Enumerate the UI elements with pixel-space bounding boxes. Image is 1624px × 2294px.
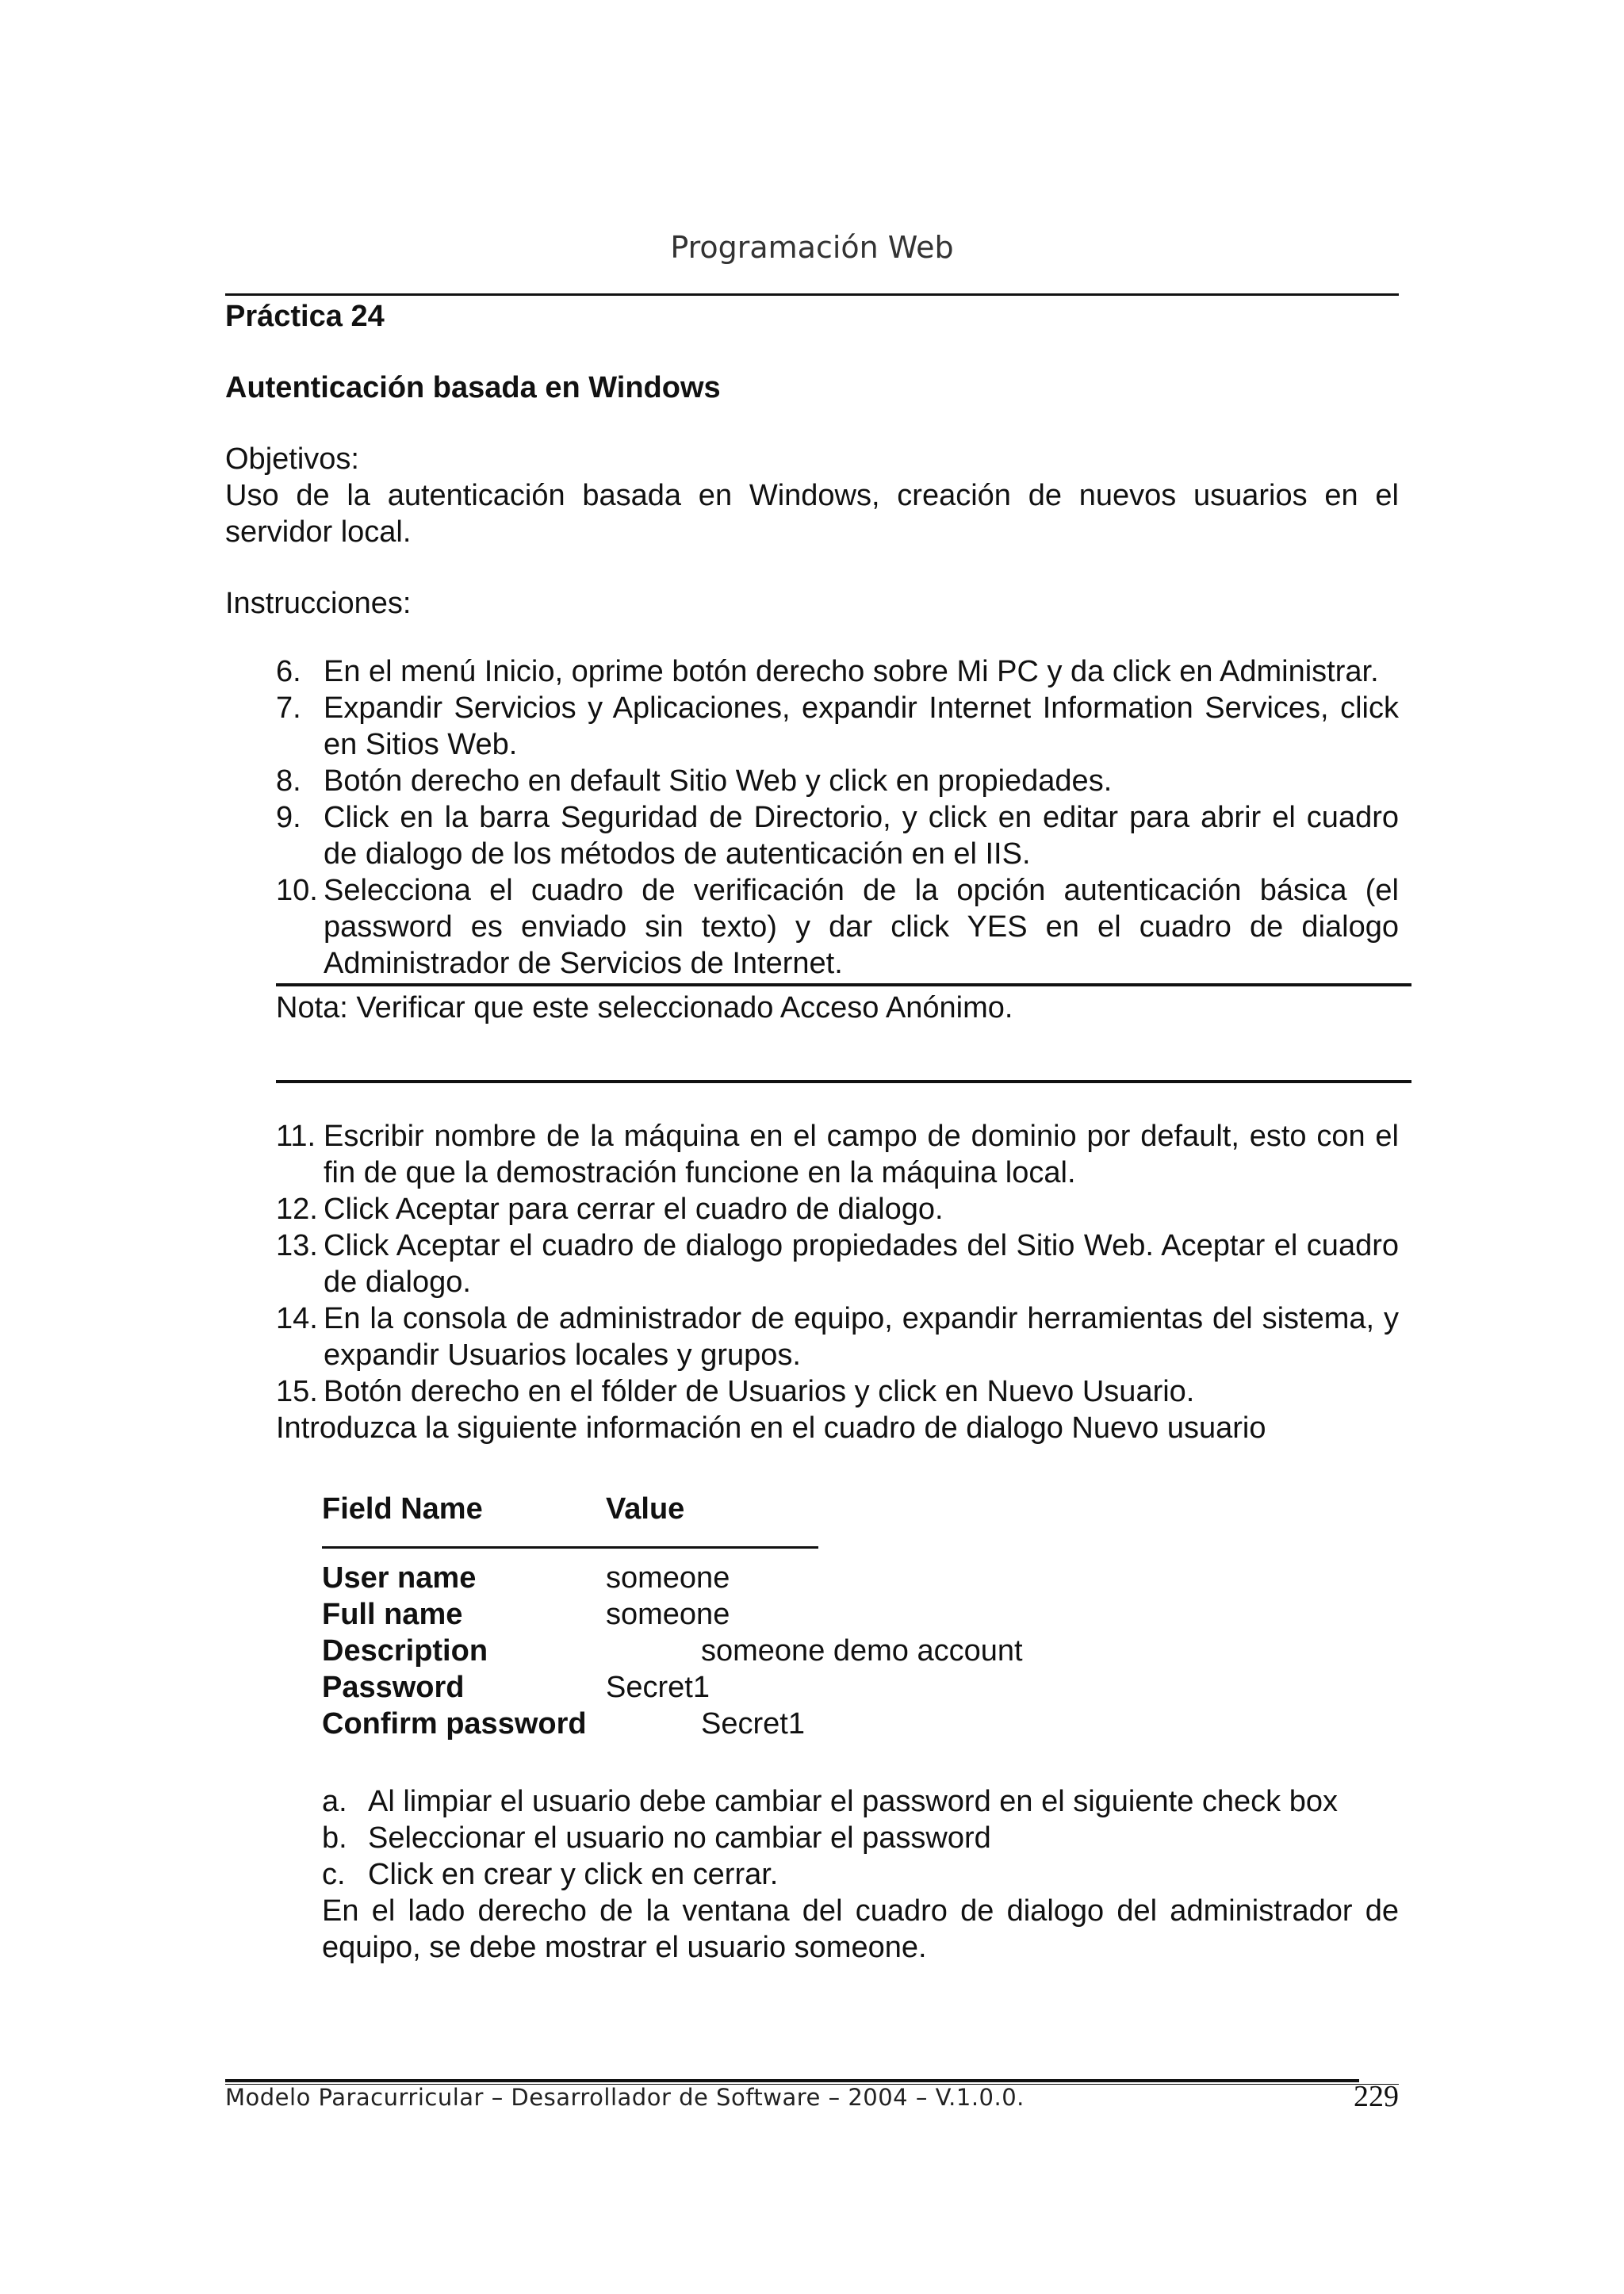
field-name: User name	[322, 1561, 477, 1595]
table-row	[322, 1596, 1399, 1633]
step-number: 9.	[276, 801, 301, 834]
instructions-label: Instrucciones:	[225, 587, 412, 620]
col-field-name: Field Name	[322, 1492, 483, 1526]
field-name: Confirm password	[322, 1707, 587, 1741]
sub-step-letter: b.	[322, 1821, 347, 1855]
table-intro: Introduzca la siguiente información en el cuadro de dialogo Nuevo usuario	[276, 1411, 1266, 1445]
instruction-steps	[276, 653, 1399, 982]
step-number: 14.	[276, 1302, 318, 1335]
step-text: Click en la barra Seguridad de Directorio, y click en editar para abrir el cuadro de dialogo de los métodos de autenticación en el IIS.	[324, 801, 1399, 871]
step-text: En la consola de administrador de equipo, expandir herramientas del sistema, y expandir Usuarios locales y grupos.	[324, 1302, 1399, 1372]
field-table-rule	[322, 1546, 818, 1549]
step-text: Botón derecho en default Sitio Web y click en propiedades.	[324, 764, 1113, 798]
sub-step-text: Seleccionar el usuario no cambiar el password	[368, 1821, 991, 1855]
field-value: someone	[606, 1598, 730, 1631]
closing-paragraph: En el lado derecho de la ventana del cuadro de dialogo del administrador de equipo, se debe mostrar el usuario someone.	[322, 1894, 1399, 1964]
field-name: Description	[322, 1634, 488, 1668]
sub-step-text: Click en crear y click en cerrar.	[368, 1858, 779, 1891]
step-number: 11.	[276, 1120, 316, 1153]
objectives-label: Objetivos:	[225, 442, 359, 476]
step-text: Click Aceptar para cerrar el cuadro de dialogo.	[324, 1193, 944, 1226]
sub-step-letter: c.	[322, 1858, 346, 1891]
step-item	[276, 799, 1399, 872]
step-item	[276, 1118, 1399, 1191]
sub-steps	[322, 1783, 1399, 1893]
page-number: 229	[1354, 2080, 1399, 2113]
step-text: Expandir Servicios y Aplicaciones, expandir Internet Information Services, click en Sitios Web.	[324, 691, 1399, 761]
step-text: Escribir nombre de la máquina en el campo de dominio por default, esto con el fin de que la demostración funcione en la máquina local.	[324, 1120, 1399, 1189]
step-number: 10.	[276, 874, 318, 907]
table-row	[322, 1633, 1399, 1669]
sub-step-text: Al limpiar el usuario debe cambiar el password en el siguiente check box	[368, 1785, 1338, 1818]
page-content	[225, 293, 1399, 1966]
practice-title: Autenticación basada en Windows	[225, 371, 721, 404]
sub-step-letter: a.	[322, 1785, 347, 1818]
practice-label: Práctica 24	[225, 300, 385, 333]
step-text: Selecciona el cuadro de verificación de la opción autenticación básica (el password es enviado sin texto) y dar click YES en el cuadro de dialogo Administrador de Servicios de Internet.	[324, 874, 1399, 980]
step-number: 6.	[276, 655, 301, 688]
field-value: Secret1	[701, 1707, 805, 1741]
running-header: Programación Web	[670, 230, 954, 265]
field-value: Secret1	[606, 1671, 710, 1704]
field-value: someone	[606, 1561, 730, 1595]
step-number: 12.	[276, 1193, 318, 1226]
step-item	[276, 653, 1399, 690]
field-value: someone demo account	[701, 1634, 1023, 1668]
step-item	[276, 1227, 1399, 1300]
step-number: 7.	[276, 691, 301, 725]
step-item	[276, 690, 1399, 763]
col-value: Value	[606, 1492, 685, 1526]
step-text: Click Aceptar el cuadro de dialogo propiedades del Sitio Web. Aceptar el cuadro de dialogo.	[324, 1229, 1399, 1299]
step-item	[276, 763, 1399, 799]
step-text: En el menú Inicio, oprime botón derecho sobre Mi PC y da click en Administrar.	[324, 655, 1379, 688]
table-row	[322, 1560, 1399, 1596]
step-item	[276, 1373, 1399, 1410]
sub-step-item	[322, 1783, 1399, 1820]
footer-text: Modelo Paracurricular – Desarrollador de Software – 2004 – V.1.0.0.	[225, 2084, 1025, 2111]
field-table-header	[322, 1491, 1399, 1527]
step-number: 15.	[276, 1375, 318, 1408]
step-item	[276, 1300, 1399, 1373]
table-row	[322, 1669, 1399, 1706]
objectives-text: Uso de la autenticación basada en Windows, creación de nuevos usuarios en el servidor local.	[225, 479, 1399, 549]
instruction-steps-continued	[276, 1118, 1399, 1410]
field-name: Full name	[322, 1598, 463, 1631]
note-box	[276, 983, 1411, 1083]
step-number: 13.	[276, 1229, 318, 1262]
footer-rule	[225, 2079, 1359, 2082]
step-number: 8.	[276, 764, 301, 798]
field-name: Password	[322, 1671, 465, 1704]
note-text: Nota: Verificar que este seleccionado Acceso Anónimo.	[276, 991, 1013, 1024]
sub-step-item	[322, 1820, 1399, 1856]
sub-step-item	[322, 1856, 1399, 1893]
step-item	[276, 872, 1399, 982]
step-item	[276, 1191, 1399, 1227]
step-text: Botón derecho en el fólder de Usuarios y click en Nuevo Usuario.	[324, 1375, 1195, 1408]
table-row	[322, 1706, 1399, 1742]
field-table	[322, 1491, 1399, 1742]
